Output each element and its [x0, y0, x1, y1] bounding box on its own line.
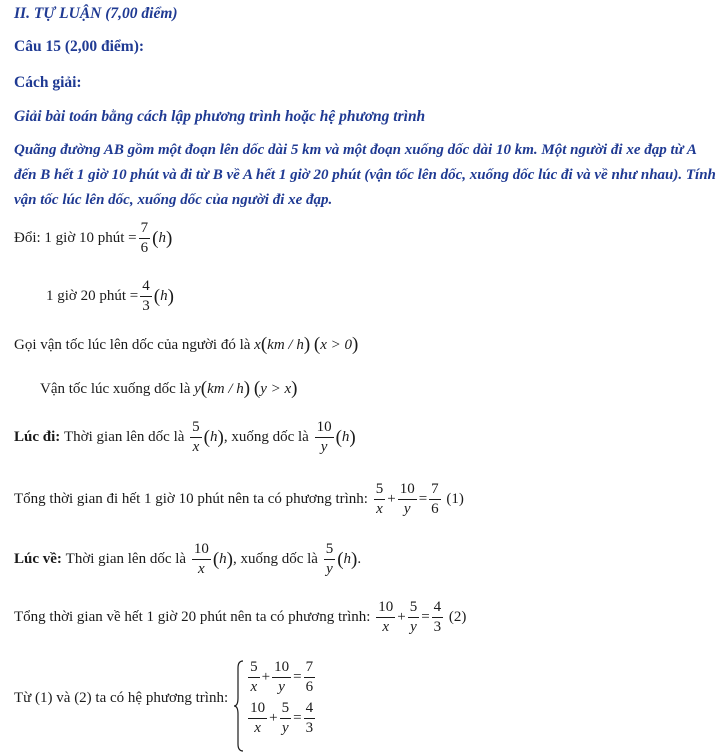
unit: h — [343, 551, 352, 567]
system-row-2: $\frac{10}{x}$ + $\frac{5}{y}$ = $\frac{4}{3}$ — [250, 700, 314, 736]
fraction — [315, 420, 334, 455]
frac-den: x — [197, 561, 205, 577]
fraction — [398, 482, 417, 517]
fraction — [192, 542, 211, 577]
frac-num: 10 — [398, 482, 417, 500]
fraction — [190, 420, 202, 455]
var-1-text: Gọi vận tốc lúc lên dốc của người đó là — [14, 336, 251, 353]
frac-den: y — [282, 720, 289, 736]
condition: x > 0 — [320, 336, 353, 353]
frac-num: 7 — [139, 221, 151, 239]
convert-1-prefix: Đổi: 1 giờ 10 phút = — [14, 230, 137, 246]
system-row-1: $\frac{5}{x}$ + $\frac{10}{y}$ = $\frac{7}{6}$ — [250, 659, 314, 695]
var-2-text: Vận tốc lúc xuống dốc là — [40, 380, 191, 397]
convert-line-2: 1 giờ 20 phút = $\frac{4}{3}$ ( h ) — [46, 278, 174, 314]
back-line: Lúc về: Thời gian lên dốc là $\frac{10}{x}$ ( h ) , xuống dốc là $\frac{5}{y}$ ( h ) . — [14, 541, 362, 577]
topic-line: Giải bài toán bằng cách lập phương trình hoặc hệ phương trình — [14, 108, 426, 125]
unit: h — [158, 230, 166, 246]
frac-den: x — [382, 619, 390, 635]
frac-num: 4 — [304, 701, 316, 719]
frac-den: y — [410, 619, 417, 635]
fraction — [272, 660, 291, 695]
unit: h — [210, 429, 218, 445]
equation-line-2: Tổng thời gian về hết 1 giờ 20 phút nên ta có phương trình: $\frac{10}{x}$ + $\frac{5}{y}$ = $\frac{4}{3}$ (2) — [14, 599, 467, 635]
problem-statement: Quãng đường AB gồm một đoạn lên dốc dài 5 km và một đoạn xuống dốc dài 10 km. Một người đi xe đạp từ A đến B hết 1 giờ 10 phút và đi từ B về A hết 1 giờ 20 phút (vận tốc lên dốc, xuống dốc lúc đi và về như nhau). Tính vận tốc lúc lên dốc, xuống dốc của người đi xe đạp. — [14, 142, 716, 208]
frac-num: 10 — [376, 600, 395, 618]
going-text-2: , xuống dốc là — [223, 429, 309, 445]
fraction — [429, 482, 441, 517]
fraction — [304, 660, 316, 695]
fraction — [139, 221, 151, 256]
frac-num: 5 — [408, 600, 420, 618]
frac-den: y — [403, 501, 411, 517]
fraction — [280, 701, 292, 736]
method-label: Cách giải: — [14, 74, 82, 91]
condition: y > x — [260, 380, 292, 397]
fraction — [248, 660, 260, 695]
frac-num: 5 — [248, 660, 260, 678]
back-text-1: Thời gian lên dốc là — [65, 551, 187, 567]
frac-den: 3 — [433, 619, 442, 635]
var-y: y — [194, 380, 201, 397]
going-text-1: Thời gian lên dốc là — [64, 429, 185, 445]
frac-den: x — [192, 439, 200, 455]
frac-den: x — [376, 501, 383, 517]
section-title: II. TỰ LUẬN (7,00 điểm) — [14, 5, 178, 22]
frac-num: 4 — [140, 279, 152, 297]
frac-den: 3 — [142, 298, 150, 314]
frac-den: x — [254, 720, 261, 736]
back-end: . — [357, 551, 362, 567]
fraction — [374, 482, 386, 517]
frac-num: 4 — [432, 600, 444, 618]
left-brace — [234, 660, 244, 736]
frac-den: x — [250, 679, 258, 695]
back-label: Lúc về: — [14, 551, 62, 567]
question-title: Câu 15 (2,00 điểm): — [14, 38, 145, 55]
eq-2-text: Tổng thời gian về hết 1 giờ 20 phút nên ta có phương trình: — [14, 609, 371, 625]
variable-line-1: Gọi vận tốc lúc lên dốc của người đó là x ( km / h ) ( x > 0 ) — [14, 334, 359, 355]
equation-system — [234, 660, 317, 736]
frac-num: 5 — [374, 482, 386, 500]
fraction — [324, 542, 336, 577]
var-x: x — [254, 336, 261, 353]
frac-den: y — [320, 439, 328, 455]
frac-num: 10 — [272, 660, 291, 678]
unit: h — [219, 551, 227, 567]
frac-num: 10 — [248, 701, 267, 719]
unit: h — [160, 288, 168, 304]
frac-num: 10 — [192, 542, 211, 560]
fraction — [408, 600, 420, 635]
system-text: Từ (1) và (2) ta có hệ phương trình: — [14, 689, 229, 706]
fraction — [140, 279, 152, 314]
back-text-2: , xuống dốc là — [232, 551, 318, 567]
frac-den: 6 — [140, 240, 149, 256]
frac-num: 7 — [304, 660, 316, 678]
frac-den: 6 — [431, 501, 439, 517]
eq-2-tag: (2) — [448, 609, 467, 625]
convert-line-1: Đổi: 1 giờ 10 phút = $\frac{7}{6}$ ( h ) — [14, 220, 173, 256]
fraction — [432, 600, 444, 635]
fraction — [304, 701, 316, 736]
eq-1-text: Tổng thời gian đi hết 1 giờ 10 phút nên ta có phương trình: — [14, 491, 368, 507]
unit: h — [341, 429, 350, 445]
frac-den: y — [326, 561, 333, 577]
going-label: Lúc đi: — [14, 429, 61, 445]
frac-den: 3 — [305, 720, 314, 736]
equation-line-1: Tổng thời gian đi hết 1 giờ 10 phút nên ta có phương trình: $\frac{5}{x}$ + $\frac{10}{y}$ = $\frac{7}{6}$ (1) — [14, 481, 464, 517]
variable-line-2: Vận tốc lúc xuống dốc là y ( km / h ) ( y > x ) — [40, 378, 298, 399]
eq-1-tag: (1) — [446, 491, 464, 507]
frac-num: 5 — [280, 701, 292, 719]
fraction — [376, 600, 395, 635]
frac-num: 5 — [324, 542, 336, 560]
system-rows — [244, 660, 317, 736]
frac-num: 5 — [190, 420, 202, 438]
unit: km / h — [267, 336, 304, 353]
frac-num: 7 — [429, 482, 441, 500]
fraction — [248, 701, 267, 736]
frac-den: 6 — [305, 679, 314, 695]
frac-num: 10 — [315, 420, 334, 438]
frac-den: y — [278, 679, 285, 695]
going-line: Lúc đi: Thời gian lên dốc là $\frac{5}{x}$ ( h ) , xuống dốc là $\frac{10}{y}$ ( h ) — [14, 419, 356, 455]
system-line — [14, 660, 317, 736]
convert-2-prefix: 1 giờ 20 phút = — [46, 288, 139, 304]
unit: km / h — [207, 380, 244, 397]
